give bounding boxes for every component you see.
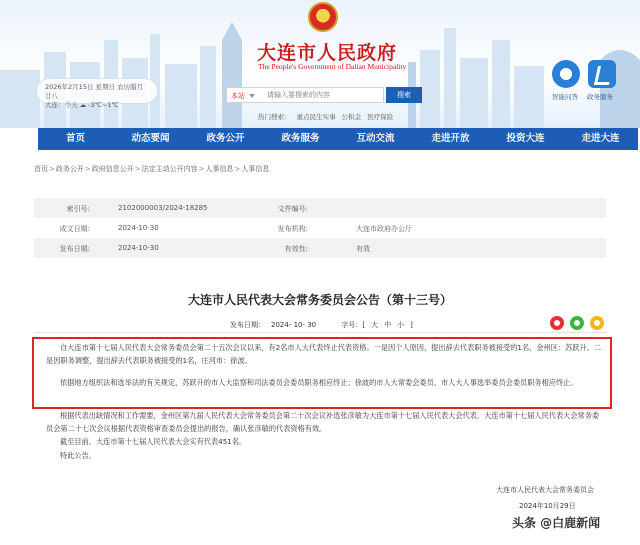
date-weather-widget <box>36 78 158 109</box>
breadcrumb-item[interactable]: 首页 <box>34 165 48 173</box>
nav-item-news[interactable]: 动态要闻 <box>131 133 170 144</box>
breadcrumb-item[interactable]: 政府信息公开 <box>91 165 134 173</box>
pub-date-label: 发布日期: <box>59 245 90 253</box>
main-nav <box>38 128 638 150</box>
smart-qa-link[interactable]: 智能问答 <box>552 93 578 101</box>
font-size-switcher <box>338 321 415 329</box>
hot-searches <box>258 112 397 121</box>
weibo-share-icon[interactable] <box>550 316 564 330</box>
pub-date-value: 2024- 10- 30 <box>271 321 317 329</box>
index-label: 索引号: <box>66 205 90 213</box>
nav-item-interaction[interactable]: 互动交流 <box>356 133 395 144</box>
pub-date-label: 发布日期： <box>230 321 265 329</box>
docno-label: 文件编号: <box>277 205 308 213</box>
article-info-bar <box>230 320 416 330</box>
signature: 大连市人民代表大会常务委员会 <box>496 486 594 494</box>
created-date-label: 成文日期: <box>59 225 90 233</box>
hot-search-link[interactable]: 公积金 <box>341 113 362 121</box>
article-title: 大连市人民代表大会常务委员会公告（第十三号） <box>187 293 452 307</box>
robot-icon[interactable] <box>552 60 580 88</box>
index-value: 2102000003/2024-18285 <box>118 204 208 212</box>
nav-item-home[interactable]: 首页 <box>65 133 85 144</box>
meta-row <box>34 238 606 258</box>
gov-service-link[interactable]: 政务服务 <box>587 93 613 101</box>
article-paragraph: 自大连市第十七届人民代表大会常务委员会第二十五次会议以来，有2名市人大代表终止代表资格。一是因个人原因，提出辞去代表职务被接受的1名，金州区：苏跃升。二是因职务调整，提出辞去代表职务被接受的1名，庄河市：徐波。 <box>46 343 602 365</box>
service-icon[interactable] <box>588 60 616 88</box>
font-size-large-button[interactable]: 大 <box>371 321 379 329</box>
site-subtitle: The People's Government of Dalian Municipality <box>258 62 407 71</box>
breadcrumb-item[interactable]: 人事信息 <box>205 165 234 173</box>
font-size-close: ] <box>410 321 413 329</box>
search-input[interactable] <box>267 91 377 99</box>
search-button[interactable]: 搜索 <box>386 87 422 103</box>
meta-row <box>34 198 606 218</box>
font-size-label: 字号：[ <box>341 321 366 329</box>
font-size-small-button[interactable]: 小 <box>397 321 405 329</box>
article-paragraph: 截至目前，大连市第十七届人民代表大会实有代表451名。 <box>60 437 247 446</box>
publisher-value: 大连市政府办公厅 <box>356 225 412 233</box>
weather-text: 大连：今天 ☁ -3℃~1℃ <box>45 101 119 109</box>
national-emblem-icon <box>308 2 338 32</box>
created-date-value: 2024-10-30 <box>118 224 159 232</box>
publisher-label: 发布机构: <box>277 225 308 233</box>
signature-date: 2024年10月29日 <box>519 502 576 510</box>
article-paragraph: 特此公告。 <box>60 451 96 460</box>
breadcrumb-item[interactable]: 政务公开 <box>55 165 84 173</box>
meta-row <box>34 218 606 238</box>
site-title[interactable]: 大连市人民政府 <box>257 42 398 64</box>
search-box <box>226 87 384 103</box>
validity-label: 有效性: <box>284 245 308 253</box>
validity-value: 有效 <box>356 245 370 253</box>
nav-item-invest[interactable]: 投资大连 <box>506 133 545 144</box>
divider <box>34 332 608 333</box>
nav-item-open[interactable]: 走进开放 <box>431 133 470 144</box>
wechat-share-icon[interactable] <box>570 316 584 330</box>
document-meta-table <box>34 198 606 258</box>
nav-item-open-gov[interactable]: 政务公开 <box>206 133 245 144</box>
article-paragraph: 依据地方组织法和选举法的有关规定，苏跃升的市人大监察和司法委员会委员职务相应终止；徐波的市人大常委会委员、市人大人事选举委员会委员职务相应终止。 <box>60 378 578 387</box>
search-scope-select[interactable]: 本站 <box>231 92 245 100</box>
nav-item-about[interactable]: 走进大连 <box>581 133 620 144</box>
site-header <box>0 0 640 128</box>
article-paragraph: 根据代表出缺情况和工作需要，金州区第九届人民代表大会常务委员会第二十次会议补选张彦敏为大连市第十七届人民代表大会代表。大连市第十七届人民代表大会常务委员会第二十七次会议根据代表资格审查委员会提出的报告，确认张彦敏的代表资格有效。 <box>46 411 600 433</box>
date-text: 2026年2月15日 星期日 农历腊月廿八 <box>45 83 144 100</box>
chevron-down-icon[interactable] <box>249 94 255 98</box>
breadcrumb: 首页>政务公开>政府信息公开>法定主动公开内容>人事信息>人事信息 <box>34 165 270 173</box>
nav-item-services[interactable]: 政务服务 <box>281 133 320 144</box>
breadcrumb-item[interactable]: 人事信息 <box>241 165 270 173</box>
breadcrumb-item[interactable]: 法定主动公开内容 <box>141 165 198 173</box>
font-size-medium-button[interactable]: 中 <box>384 321 392 329</box>
watermark: 头条 @白鹿新闻 <box>512 516 601 530</box>
hot-search-link[interactable]: 重点民生实事 <box>296 113 336 121</box>
hot-search-label: 热门搜索： <box>258 113 291 121</box>
hot-search-link[interactable]: 医疗保险 <box>367 113 394 121</box>
pub-date-value: 2024-10-30 <box>118 244 159 252</box>
favorite-icon[interactable] <box>590 316 604 330</box>
